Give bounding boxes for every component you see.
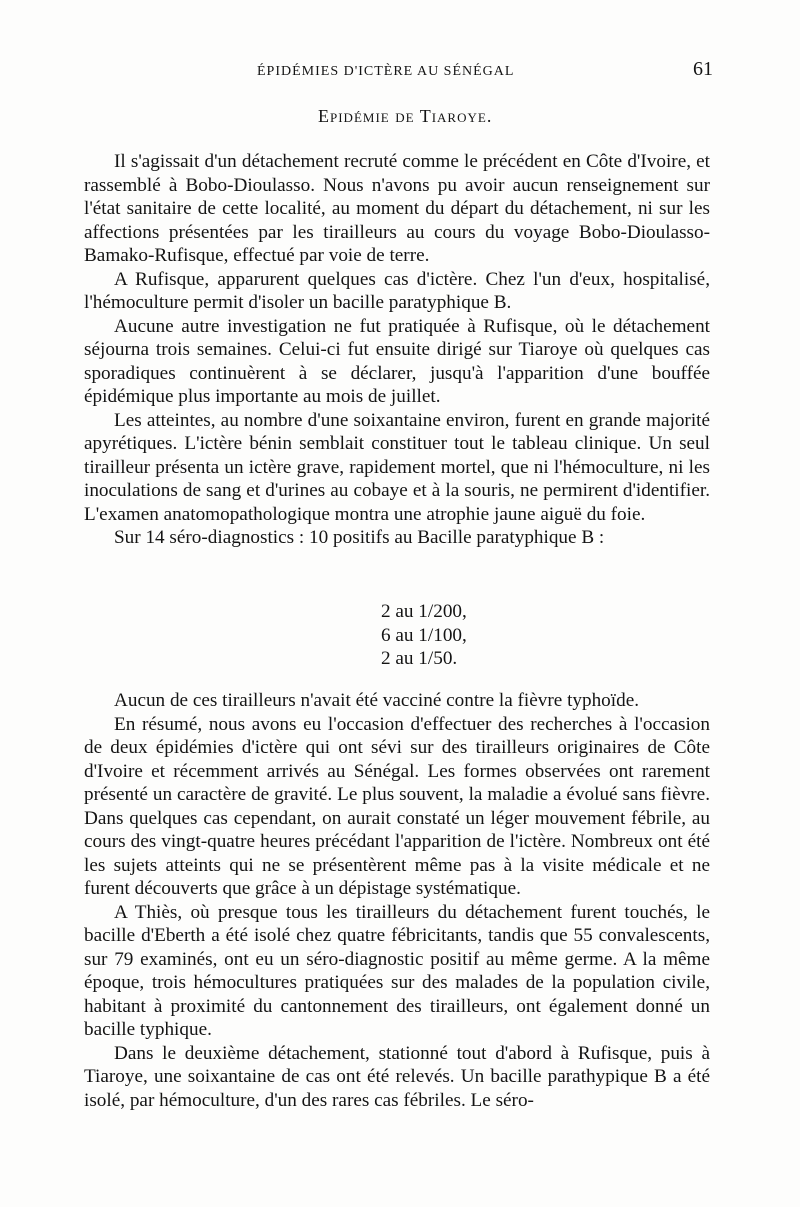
paragraph: Dans le deuxième détachement, stationné tout d'abord à Rufisque, puis à Tiaroye, une soixantaine de cas ont été relevés. Un bacille parathypique B a été isolé, par hémoculture, d'un des rares cas fébriles. Le séro- (84, 1042, 710, 1111)
body-text-lower (84, 689, 710, 1112)
ratio-line: 2 au 1/200, (381, 601, 467, 622)
paragraph: Sur 14 séro-diagnostics : 10 positifs au Bacille paratyphique B : (114, 527, 605, 548)
paragraph: A Thiès, où presque tous les tirailleurs du détachement furent touchés, le bacille d'Eberth a été isolé chez quatre fébricitants, tandis que 55 convalescents, sur 79 examinés, ont eu un séro-diagnostic positif au même germe. A la même époque, trois hémocultures pratiquées sur des malades de la population civile, habitant à proximité du cantonnement des tirailleurs, ont également donné un bacille typhique. (84, 901, 710, 1040)
serodiagnostic-ratios (381, 600, 467, 671)
ratio-line: 2 au 1/50. (381, 648, 458, 669)
running-header: ÉPIDÉMIES D'ICTÈRE AU SÉNÉGAL (257, 64, 515, 79)
paragraph: Il s'agissait d'un détachement recruté comme le précédent en Côte d'Ivoire, et rassemblé à Bobo-Dioulasso. Nous n'avons pu avoir aucun renseignement sur l'état sanitaire de cette localité, au moment du départ du détachement, ni sur les affections présentées par les tirailleurs au cours du voyage Bobo-Dioulasso-Bamako-Rufisque, effectué par voie de terre. (84, 151, 710, 266)
paragraph: Les atteintes, au nombre d'une soixantaine environ, furent en grande majorité apyrétiques. L'ictère bénin semblait constituer tout le tableau clinique. Un seul tirailleur présenta un ictère grave, rapidement mortel, que ni l'hémoculture, ni les inoculations de sang et d'urines au cobaye et à la souris, ne permirent d'identifier. L'examen anatomopathologique montra une atrophie jaune aiguë du foie. (84, 409, 710, 525)
ratio-line: 6 au 1/100, (381, 624, 467, 646)
paragraph: Aucun de ces tirailleurs n'avait été vacciné contre la fièvre typhoïde. (114, 690, 640, 711)
page-number: 61 (693, 58, 713, 80)
paragraph: En résumé, nous avons eu l'occasion d'effectuer des recherches à l'occasion de deux épidémies d'ictère qui ont sévi sur des tirailleurs originaires de Côte d'Ivoire et récemment arrivés au Sénégal. Les formes observées ont rarement présenté un caractère de gravité. Le plus souvent, la maladie a évolué sans fièvre. Dans quelques cas cependant, on aurait constaté un léger mouvement fébrile, au cours des vingt-quatre heures précédant l'apparition de l'ictère. Nombreux ont été les sujets atteints qui ne se présentèrent même pas à la visite médicale et ne furent découverts que grâce à un dépistage systématique. (84, 713, 710, 899)
paragraph: Aucune autre investigation ne fut pratiquée à Rufisque, où le détachement séjourna trois semaines. Celui-ci fut ensuite dirigé sur Tiaroye où quelques cas sporadiques continuèrent à se déclarer, jusqu'à l'apparition d'une bouffée épidémique plus importante au mois de juillet. (84, 315, 710, 407)
section-title: Epidémie de Tiaroye. (318, 106, 493, 126)
body-text-upper (84, 150, 710, 550)
paragraph: A Rufisque, apparurent quelques cas d'ictère. Chez l'un d'eux, hospitalisé, l'hémoculture permit d'isoler un bacille paratyphique B. (84, 268, 710, 313)
